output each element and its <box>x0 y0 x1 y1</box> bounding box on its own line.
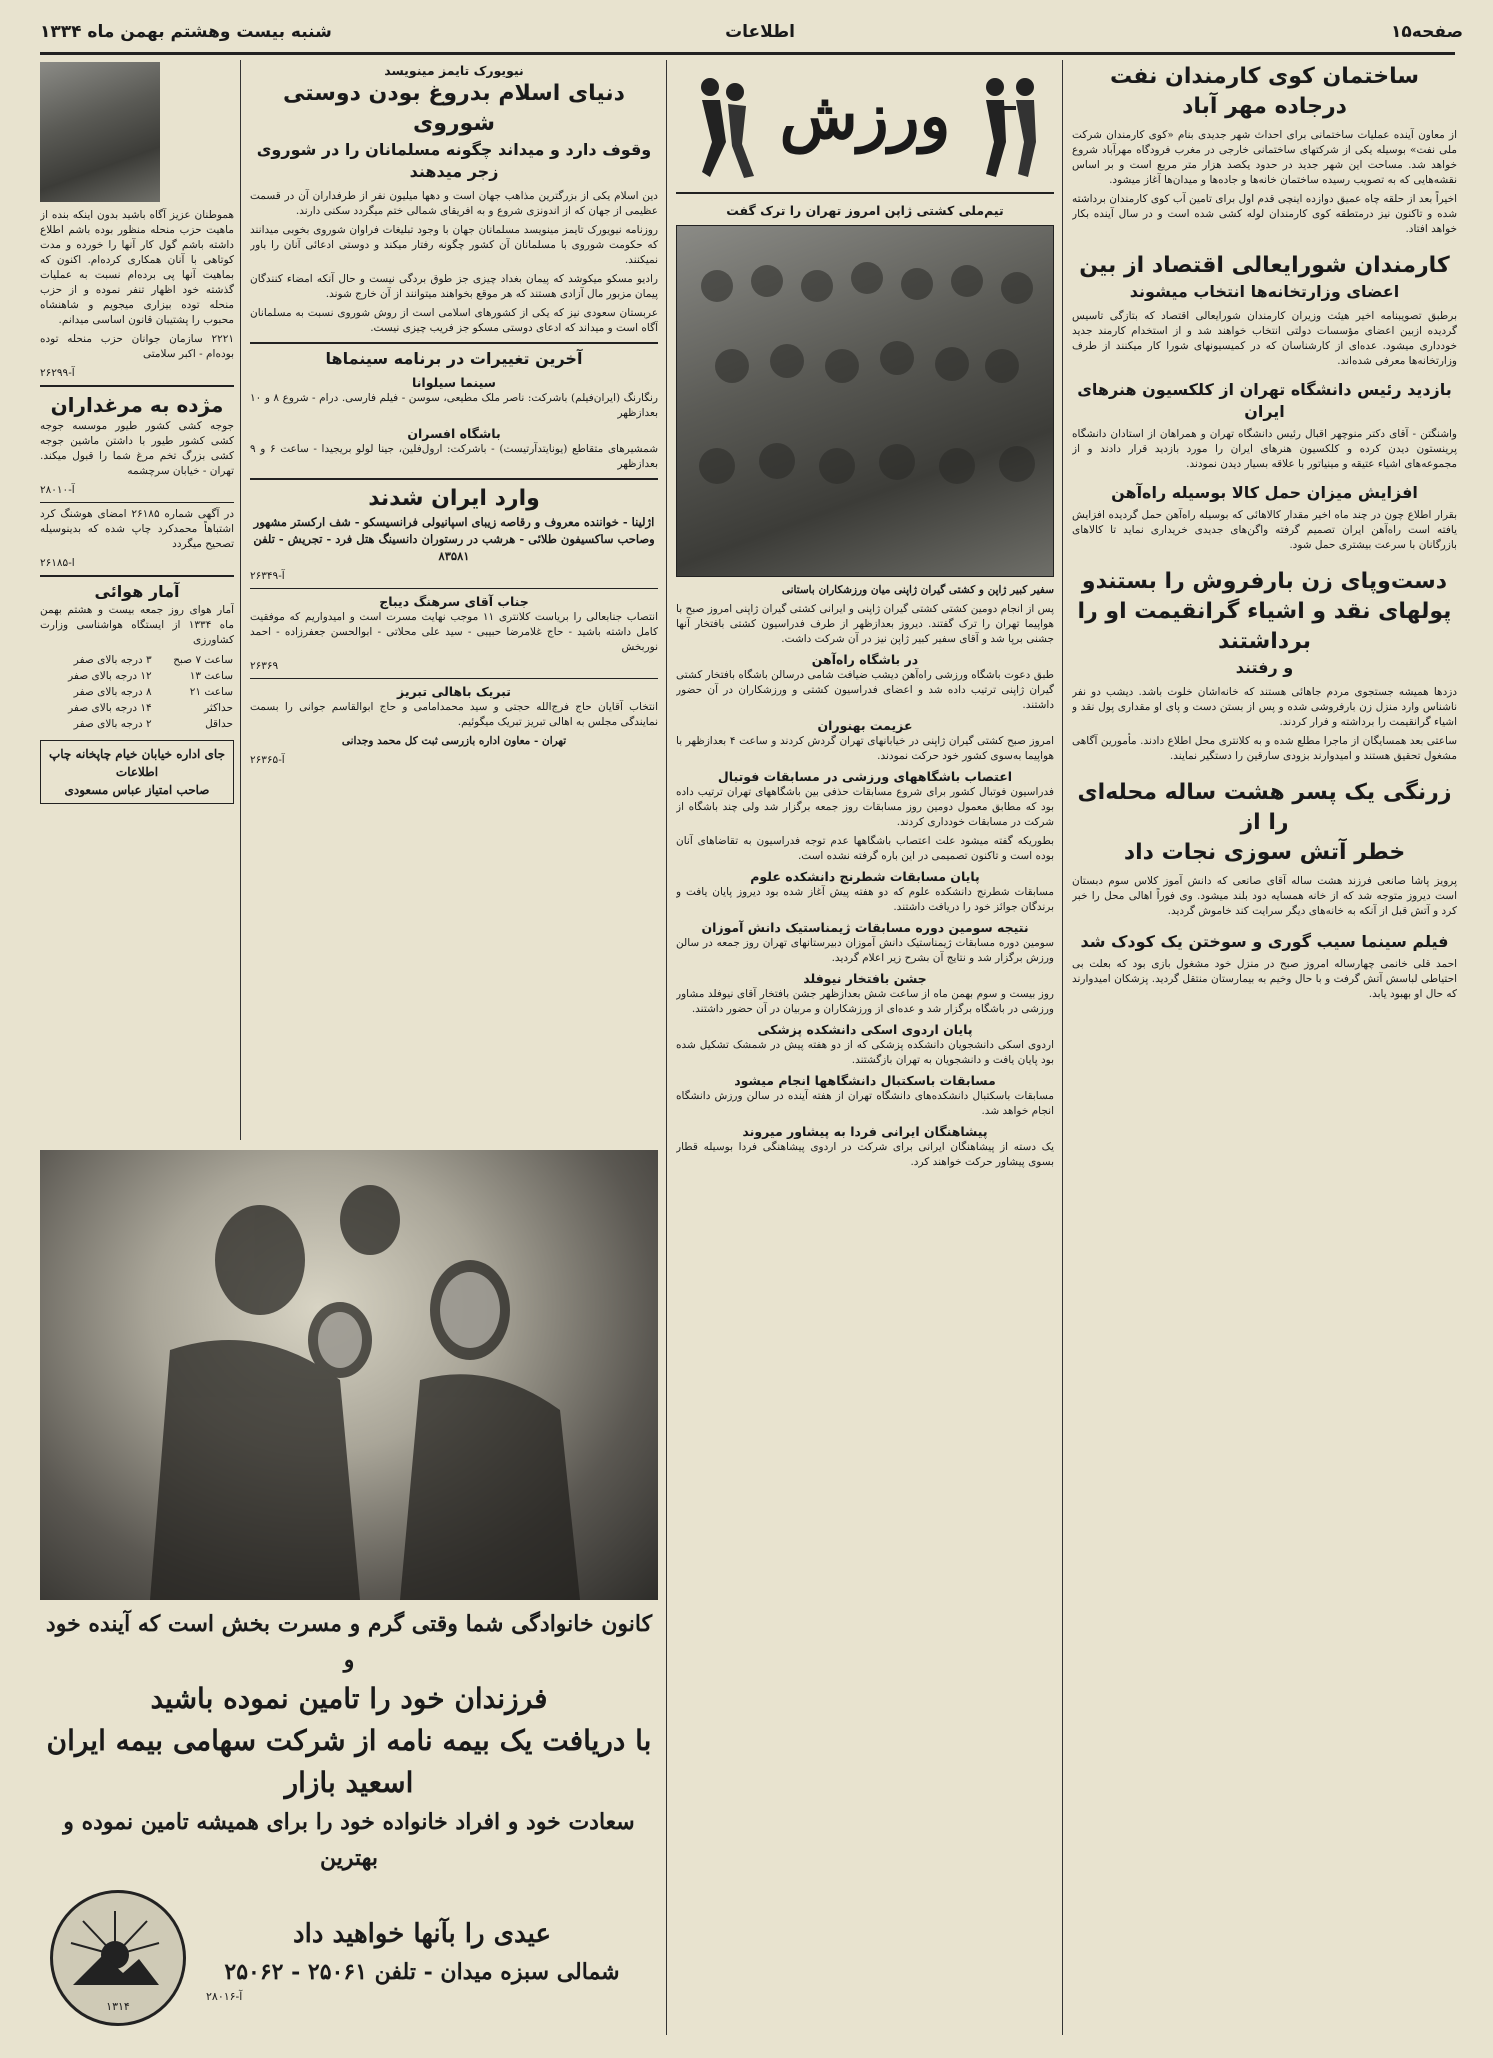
table-row: حداکثر ۱۴ درجه بالای صفر <box>68 702 233 714</box>
cinema-listing: رنگارنگ (ایران‌فیلم) باشرکت: ناصر ملک مطیعی، سوسن - فیلم فارسی. درام - شروع ۸ و ۱۰ بعدازظهر <box>250 392 658 419</box>
advert-title: جناب آقای سرهنگ دیباج <box>379 594 529 609</box>
article-paragraph: یک دسته از پیشاهنگان ایرانی برای شرکت در اردوی پیشاهنگی فردا بوسیله قطار بسوی پیشاور حرکت خواهند کرد. <box>676 1141 1054 1168</box>
advert-text: اژلینا - خواننده معروف و رقاصه زیبای اسپانیولی فرانسیسکو - شف ارکستر مشهور وصاحب ساکسیفون طلائی - هرشب در رستوران دانسینگ هتل فرد - تجریش - تلفن ۸۳۵۸۱ <box>253 515 655 563</box>
headline: دست‌وپای زن بارفروش را بستندو <box>1081 569 1448 594</box>
ad-line: سعادت خود و افراد خانواده خود را برای همیشه تامین نموده و بهترین <box>63 1809 635 1871</box>
advert-signature: تهران - معاون اداره بازرسی ثبت کل محمد وجدانی <box>341 735 567 747</box>
article-paragraph: دزدها همیشه جستجوی مردم جاهائی هستند که خانه‌اشان خلوت باشد. دیشب دو نفر ناشناس وارد منزل زن بارفروشی شده و پس از بستن دست و پای او مقداری پول نقد و اشیاء گرانقیمت را برداشته و فرار کردند. <box>1072 686 1457 728</box>
advert-code: ا-۲۶۱۸۵ <box>40 557 75 569</box>
headline: افزایش میزان حمل کالا بوسیله راه‌آهن <box>1111 483 1418 502</box>
article-paragraph: سومین دوره مسابقات ژیمناستیک دانش آموزان دبیرستانهای تهران روز جمعه در سالن ورزش برگزار شد و نتایج آن بشرح زیر اعلام گردید. <box>676 937 1054 964</box>
table-row: حداقل ۲ درجه بالای صفر <box>73 718 233 730</box>
boxers-icon <box>970 72 1050 182</box>
article-paragraph: اخیراً بعد از حلقه چاه عمیق دوازده اینچی قدم اول برای تامین آب کوی کارمندان برداشته شده و تاکنون نیز درمتطقه کوی کارمندان لوله کشی شده است و در سال آینده بکار خواهد افتاد. <box>1072 193 1457 235</box>
article-paragraph: هموطنان عزیز آگاه باشید بدون اینکه بنده از ماهیت حزب منحله منظور بوده باشم اطلاع داشته باشم گول کار آنها را خورده و مدت کوتاهی با آنان همکاری کرده‌ام. اکنون که بماهیت آنها پی برده‌ام نسبت به عملیات گذشته خود اظهار تنفر نموده و از حزب منحله توده بیزاری میجویم و شاهنشاه محبوب را پشتیبان قانون اساسی میدانم. <box>40 209 234 326</box>
section-heading: جشن بافتخار نیوفلد <box>803 971 927 986</box>
section-heading: آمار هوائی <box>94 582 180 601</box>
wrestlers-icon <box>680 72 760 182</box>
ad-line: عیدی را بآنها خواهید داد <box>293 1918 551 1949</box>
advert-code: آ-۲۶۳۴۹ <box>250 570 285 582</box>
article-paragraph: ساعتی بعد همسایگان از ماجرا مطلع شده و به کلانتری محل اطلاع دادند. مأمورین آگاهی مشغول تحقیق هستند و امیدوارند بزودی سارقین را دستگیر نمایند. <box>1072 735 1457 762</box>
imprint-box <box>40 740 234 804</box>
ad-line: با دریافت یک بیمه نامه از شرکت سهامی بیمه ایران اسعید بازار <box>46 1724 652 1799</box>
sports-column <box>676 62 1054 2042</box>
left-column <box>40 62 234 1142</box>
cinema-name: سینما سیلوانا <box>412 375 496 390</box>
article-paragraph: مسابقات شطرنج دانشکده علوم که دو هفته پیش آغاز شده بود دیروز پایان یافت و برندگان جوائز خود را دریافت داشتند. <box>676 886 1054 913</box>
advert-code: آ-۲۸۰۱۰ <box>40 484 75 496</box>
imprint-line: صاحب امتیاز عباس مسعودی <box>64 783 210 797</box>
headline: فیلم سینما سیب گوری و سوختن یک کودک شد <box>1080 932 1449 951</box>
section-heading: مسابقات باسکتبال دانشگاهها انجام میشود <box>734 1073 996 1088</box>
article-paragraph: اردوی اسکی دانشجویان دانشکده پزشکی که از دو هفته پیش در شمشک تشکیل شده بود پایان یافت و دانشجویان به تهران بازگشتند. <box>676 1039 1054 1066</box>
article-paragraph: مسابقات باسکتبال دانشکده‌های دانشگاه تهران از هفته آینده در سالن ورزش دانشگاه انجام خواهد شد. <box>676 1090 1054 1117</box>
advert-code: آ-۲۸۰۱۶ <box>206 1989 243 2003</box>
middle-column <box>250 62 658 1142</box>
table-row: ساعت ۷ صبح ۳ درجه بالای صفر <box>73 654 233 666</box>
sports-title: ورزش <box>779 79 951 154</box>
issue-date: شنبه بیست وهشتم بهمن ماه ۱۳۳۴ <box>40 22 332 42</box>
article-paragraph: دین اسلام یکی از بزرگترین مذاهب جهان است و دهها میلیون نفر از طرفداران آن در قسمت عظیمی از جهان که از اندونزی شروع و به افریقای شمالی ختم میگردد سکنی دارند. <box>250 190 658 217</box>
advert-code: آ-۲۶۳۶۵ <box>250 754 285 766</box>
section-heading: پایان مسابقات شطرنج دانشکده علوم <box>750 869 980 884</box>
weather-box <box>40 575 234 732</box>
advert-congrats <box>250 588 658 674</box>
headline: زرنگی یک پسر هشت ساله محله‌ای را از <box>1077 780 1452 835</box>
column-rule <box>1062 60 1063 2035</box>
cinema-section <box>250 342 658 472</box>
cinema-name: باشگاه افسران <box>407 426 501 441</box>
article-paragraph: رادیو مسکو میکوشد که پیمان بغداد چیزی جز طوق بردگی نیست و حال آنکه امضاء کنندگان پیمان مزبور مال آزادی هستند که هر موقع بخواهند میتوانند از آن خارج شوند. <box>250 273 658 300</box>
article-paragraph: ۲۲۲۱ سازمان جوانان حزب منحله توده بوده‌ام - اکبر سلامتی <box>40 333 234 360</box>
headline: دنیای اسلام بدروغ بودن دوستی شوروی <box>283 81 625 136</box>
column-rule <box>240 60 241 1140</box>
article-paragraph: امروز صبح کشتی گیران ژاپنی در خیابانهای تهران گردش کردند و ساعت ۴ بعدازظهر با هواپیما به‌سوی کشور خود حرکت نمودند. <box>676 735 1054 762</box>
kicker: نیویورک تایمز مینویسد <box>384 63 524 78</box>
imprint-line: جای اداره خیابان خیام چاپخانه چاپ اطلاعات <box>48 747 226 779</box>
page-number: صفحه۱۵ <box>1391 22 1463 42</box>
section-heading: پایان اردوی اسکی دانشکده پزشکی <box>757 1022 973 1037</box>
advert-text: انتخاب آقایان حاج فرج‌الله حجتی و سید محمدامامی و حاج ابوالقاسم جوانی را بسمت نمایندگی مجلس به اهالی تبریز تبریک میگوئیم. <box>250 701 658 728</box>
notice-text: در آگهی شماره ۲۶۱۸۵ امضای هوشنگ کرد اشتباهاً محمدکرد چاپ شده که بدینوسیله تصحیح میگردد <box>40 508 234 550</box>
wrestlers-group-photo <box>677 226 1053 574</box>
weather-intro: آمار هوای روز جمعه بیست و هشتم بهمن ماه ۱۳۳۴ از ایستگاه هواشناسی وزارت کشاورزی <box>40 604 234 646</box>
ad-line: کانون خانوادگی شما وقتی گرم و مسرت بخش است که آینده خود و <box>45 1611 653 1673</box>
headline: پولهای نقد و اشیاء گرانقیمت او را برداشتند <box>1077 599 1452 654</box>
ad-line: فرزندان خود را تامین نموده باشید <box>150 1682 548 1715</box>
weather-table <box>40 652 234 732</box>
headline: تیم‌ملی کشتی ژاپن امروز تهران را ترک گفت <box>726 203 1004 218</box>
advert-text: جوجه کشی کشور طیور موسسه جوجه کشی کشور طیور با داشتن ماشین جوجه کشی بزرگ تخم مرغ شما را قبول میکند. تهران - خیابان سرچشمه <box>40 420 234 477</box>
section-heading: پیشاهنگان ایرانی فردا به پیشاور میروند <box>742 1124 988 1139</box>
advert-poultry <box>40 385 234 498</box>
article-paragraph: از معاون آینده عملیات ساختمانی برای احداث شهر جدیدی بنام «کوی کارمندان شرکت ملی نفت» بوسیله یکی از شرکتهای ساختمانی خارجی در مغرب فرودگاه مهرآباد شروع خواهد شد. مساحت این شهر جدید در حدود یکصد هزار متر مربع است و بر اساس نقشه‌هایی که به تصویب رسیده ساختمان خانه‌ها و جاده‌ها و میدان‌ها آغاز میشود. <box>1072 129 1457 186</box>
article-paragraph: واشنگتن - آقای دکتر منوچهر اقبال رئیس دانشگاه تهران و همراهان از استادان دانشگاه پرینستون دیدن کرده و کلکسیون هنرهای ایران را مورد بازدید قرار دادند و از مجموعه‌های اشیاء عتیقه و مینیاتور با علاقه بسیار دیدن نمودند. <box>1072 428 1457 470</box>
table-row: ساعت ۲۱ ۸ درجه بالای صفر <box>73 686 233 698</box>
article-paragraph: احمد قلی خانمی چهارساله امروز صبح در منزل خود مشغول بازی بود که بعلت بی احتیاطی لباسش آتش گرفت و با حال وخیم به بیمارستان منتقل گردید. پزشکان امیدوارند که حال او بهبود یابد. <box>1072 958 1457 1000</box>
correction-notice <box>40 502 234 571</box>
family-figures <box>40 1150 658 1600</box>
advert-title: تبریک باهالی تبریز <box>397 684 511 699</box>
newspaper-name: اطلاعات <box>725 22 795 42</box>
article-paragraph: بطوریکه گفته میشود علت اعتصاب باشگاهها عدم توجه فدراسیون به تقاضاهای آنان بوده است و تاکنون تصمیمی در این باره گرفته نشده است. <box>676 835 1054 862</box>
article-paragraph: پس از انجام دومین کشتی کشتی گیران ژاپنی و ایرانی کشتی گیران ژاپنی امروز صبح با هواپیما تهران را ترک گفتند. دیروز بعدازظهر از طرف فدراسیون کشتی بافتخار آنها جشنی برپا شد و آقای سفیر کبیر ژاپن نیز در آن شرکت داشت. <box>676 603 1054 645</box>
advert-title: وارد ایران شدند <box>368 486 540 511</box>
logo-year: ۱۳۱۴ <box>106 2000 130 2013</box>
right-column <box>1072 62 1457 2042</box>
article-paragraph: بقرار اطلاع چون در چند ماه اخیر مقدار کالاهائی که بوسیله راه‌آهن حمل گردیده افزایش یافته است راه‌آهن ایران تصمیم گرفته واگن‌های جدیدی خریداری نماید تا کالاهای بازرگانان با سرعت بیشتری حمل شود. <box>1072 509 1457 551</box>
table-row: ساعت ۱۳ ۱۲ درجه بالای صفر <box>68 670 233 682</box>
ad-address: شمالی سبزه میدان - تلفن ۲۵۰۶۱ - ۲۵۰۶۲ <box>224 1958 620 1985</box>
advert-arrival <box>250 478 658 584</box>
article-paragraph: پرویز پاشا صانعی فرزند هشت ساله آقای صانعی که دانش آموز کلاس سوم دبستان است دیروز متوجه شد که از خانه همسایه دود بلند میشود. وی فوراً اهالی محل را خبر کرد و آتش قبل از آنکه به خانه‌های دیگر سرایت کند خاموش گردید. <box>1072 875 1457 917</box>
insurance-advert <box>40 1150 658 2030</box>
article-paragraph: طبق دعوت باشگاه ورزشی راه‌آهن دیشب ضیافت شامی درسالن باشگاه بافتخار کشتی گیران ژاپنی ترتیب داده شد و اعضای فدراسیون کشتی و ورزشکاران در آن حضور داشتند. <box>676 669 1054 711</box>
subheadline: وقوف دارد و میداند چگونه مسلمانان را در شوروی <box>256 140 652 159</box>
article-paragraph: روز بیست و سوم بهمن ماه از ساعت شش بعدازظهر جشن بافتخار آقای نیوفلد مشاور ورزشی در باشگاه برگزار شد و عده‌ای از ورزشکاران و مربیان در آن حضور داشتند. <box>676 988 1054 1015</box>
family-illustration <box>40 1150 658 1600</box>
article-paragraph: روزنامه نیویورک تایمز مینویسد مسلمانان جهان با وجود تبلیغات فراوان شوروی بخوبی میدانند که حکومت شوروی با مسلمانان آن کشور چگونه رفتار میکند و دوستی ادعائی آنان را باور نمیکنند. <box>250 224 658 266</box>
headline: خطر آتش سوزی نجات داد <box>1123 840 1406 865</box>
section-heading: نتیجه سومین دوره مسابقات ژیمناستیک دانش آموزان <box>701 920 1029 935</box>
subheadline: اعضای وزارتخانه‌ها انتخاب میشوند <box>1129 282 1400 301</box>
article-paragraph: عربستان سعودی نیز که یکی از کشورهای اسلامی است از روش شوروی نسبت به مسلمانان آگاه است و میداند که ادعای دوستی مسکو جز فریب چیزی نیست. <box>250 307 658 334</box>
advert-text: انتصاب جنابعالی را بریاست کلانتری ۱۱ موجب نهایت مسرت است و امیدواریم که موفقیت کامل داشته باشید - حاج غلامرضا حبیبی - سید علی محلاتی - ابوالحسن جعفرزاده - احمد نوربخش <box>250 611 658 653</box>
section-heading: اعتصاب باشگاههای ورزشی در مسابقات فوتبال <box>717 769 1013 784</box>
article-paragraph: برطبق تصویبنامه اخیر هیئت وزیران کارمندان شورایعالی اقتصاد که بتازگی تاسیس گردیده ازبین اعضای مؤسسات دولتی انتخاب خواهند شد و از استخدام کارمند جدید خودداری میشود. عده‌ای از کارشناسان که در کمیسیونهای شورا کار میکنند از طرف وزارتخانه‌ها معرفی شده‌اند. <box>1072 310 1457 367</box>
section-heading: آخرین تغییرات در برنامه سینماها <box>325 349 583 368</box>
section-heading: عزیمت بهنوران <box>817 718 913 733</box>
cinema-listing: شمشیرهای متقاطع (یونایتدآرتیست) - باشرکت: ارول‌فلین، جینا لولو بریجیدا - ساعت ۶ و ۹ بعدازظهر <box>250 443 658 470</box>
column-rule <box>666 60 667 2035</box>
advert-code: ۲۶۳۶۹ <box>250 660 279 672</box>
photo-caption: سفیر کبیر ژاپن و کشتی گیران ژاپنی میان ورزشکاران باستانی <box>781 584 1054 596</box>
team-photo <box>676 225 1054 577</box>
headline: بازدید رئیس دانشگاه تهران از کلکسیون هنرهای ایران <box>1077 380 1452 421</box>
section-heading: در باشگاه راه‌آهن <box>811 652 919 667</box>
header-rule <box>40 52 1455 55</box>
subheadline: زجر میدهند <box>409 162 499 181</box>
article-paragraph: فدراسیون فوتبال کشور برای شروع مسابقات حذفی بین باشگاههای تهران ترتیب داده بود که مطابق معمول دومین روز مسابقات روز جمعه برگزار شد ولی چند باشگاه از شرکت در مسابقات خودداری کردند. <box>676 786 1054 828</box>
advert-code: آ-۲۶۲۹۹ <box>40 367 75 379</box>
advert-tabriz <box>250 678 658 768</box>
portrait-photo <box>40 62 160 202</box>
headline: ساختمان کوی کارمندان نفت درجاده مهر آباد <box>1110 64 1419 119</box>
mountain-sun-icon <box>53 1893 177 2017</box>
sports-banner <box>676 62 1054 194</box>
advert-title: مژده به مرغداران <box>50 393 224 417</box>
headline: کارمندان شورایعالی اقتصاد از بین <box>1079 253 1450 278</box>
subheadline: و رفتند <box>1235 658 1294 677</box>
insurance-logo <box>50 1890 186 2026</box>
